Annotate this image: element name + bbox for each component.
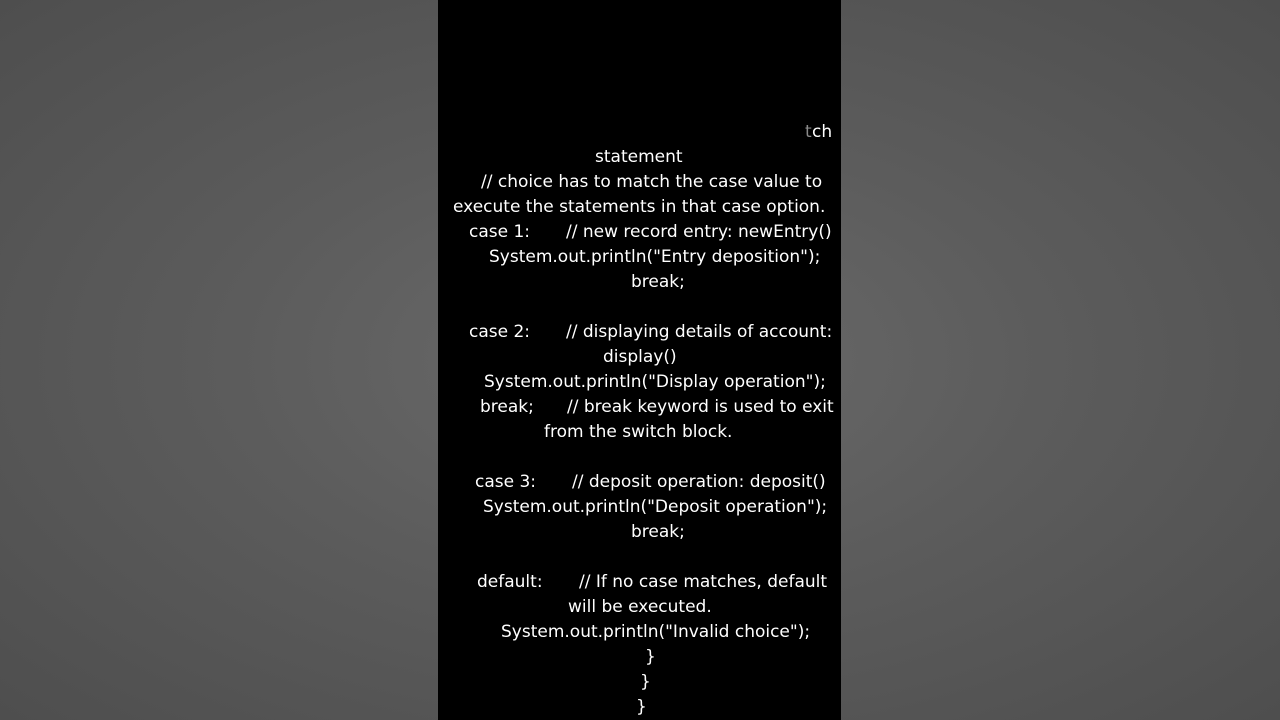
closing-brace: [438, 670, 841, 695]
code-text: break;: [631, 522, 685, 542]
code-line-case-1: [438, 220, 841, 245]
code-comment: // break keyword is used to exit: [567, 397, 834, 417]
case-label: case 2:: [469, 322, 531, 342]
code-panel: [438, 0, 841, 720]
code-comment: [438, 595, 841, 620]
code-text: System.out.println("Entry deposition");: [489, 247, 821, 267]
code-comment: [438, 170, 841, 195]
code-line: [438, 370, 841, 395]
code-line: [438, 620, 841, 645]
code-text: System.out.println("Deposit operation");: [483, 497, 828, 517]
code-text: display(): [603, 347, 677, 367]
case-label: default:: [477, 572, 543, 592]
closing-brace: [438, 645, 841, 670]
code-line-case-3: [438, 470, 841, 495]
code-text: // choice has to match the case value to: [481, 172, 823, 192]
closing-brace: [438, 695, 841, 720]
code-text: ch: [812, 122, 833, 142]
code-text: System.out.println("Display operation");: [484, 372, 826, 392]
code-comment: // If no case matches, default: [579, 572, 828, 592]
code-line-case-2: [438, 320, 841, 345]
code-line: [438, 495, 841, 520]
code-text: execute the statements in that case option.: [453, 197, 826, 217]
code-comment: [438, 420, 841, 445]
code-comment: // displaying details of account:: [566, 322, 833, 342]
code-comment: // deposit operation: deposit(): [572, 472, 826, 492]
case-label: case 3:: [475, 472, 537, 492]
code-text: }: [636, 697, 647, 717]
code-text: will be executed.: [568, 597, 712, 617]
code-line: [438, 520, 841, 545]
code-text: statement: [595, 147, 683, 167]
code-comment: // new record entry: newEntry(): [566, 222, 832, 242]
code-text: break;: [631, 272, 685, 292]
case-label: case 1:: [469, 222, 531, 242]
code-comment: [438, 195, 841, 220]
code-text: }: [645, 647, 656, 667]
code-line: [438, 270, 841, 295]
code-line: [438, 345, 841, 370]
faded-text: t: [805, 122, 812, 142]
code-line: [438, 395, 841, 420]
code-text: from the switch block.: [544, 422, 733, 442]
code-line: [438, 145, 841, 170]
code-text: }: [640, 672, 651, 692]
code-line: [438, 120, 841, 145]
code-text: System.out.println("Invalid choice");: [501, 622, 811, 642]
code-line: [438, 245, 841, 270]
code-text: break;: [480, 397, 534, 417]
code-line-default: [438, 570, 841, 595]
